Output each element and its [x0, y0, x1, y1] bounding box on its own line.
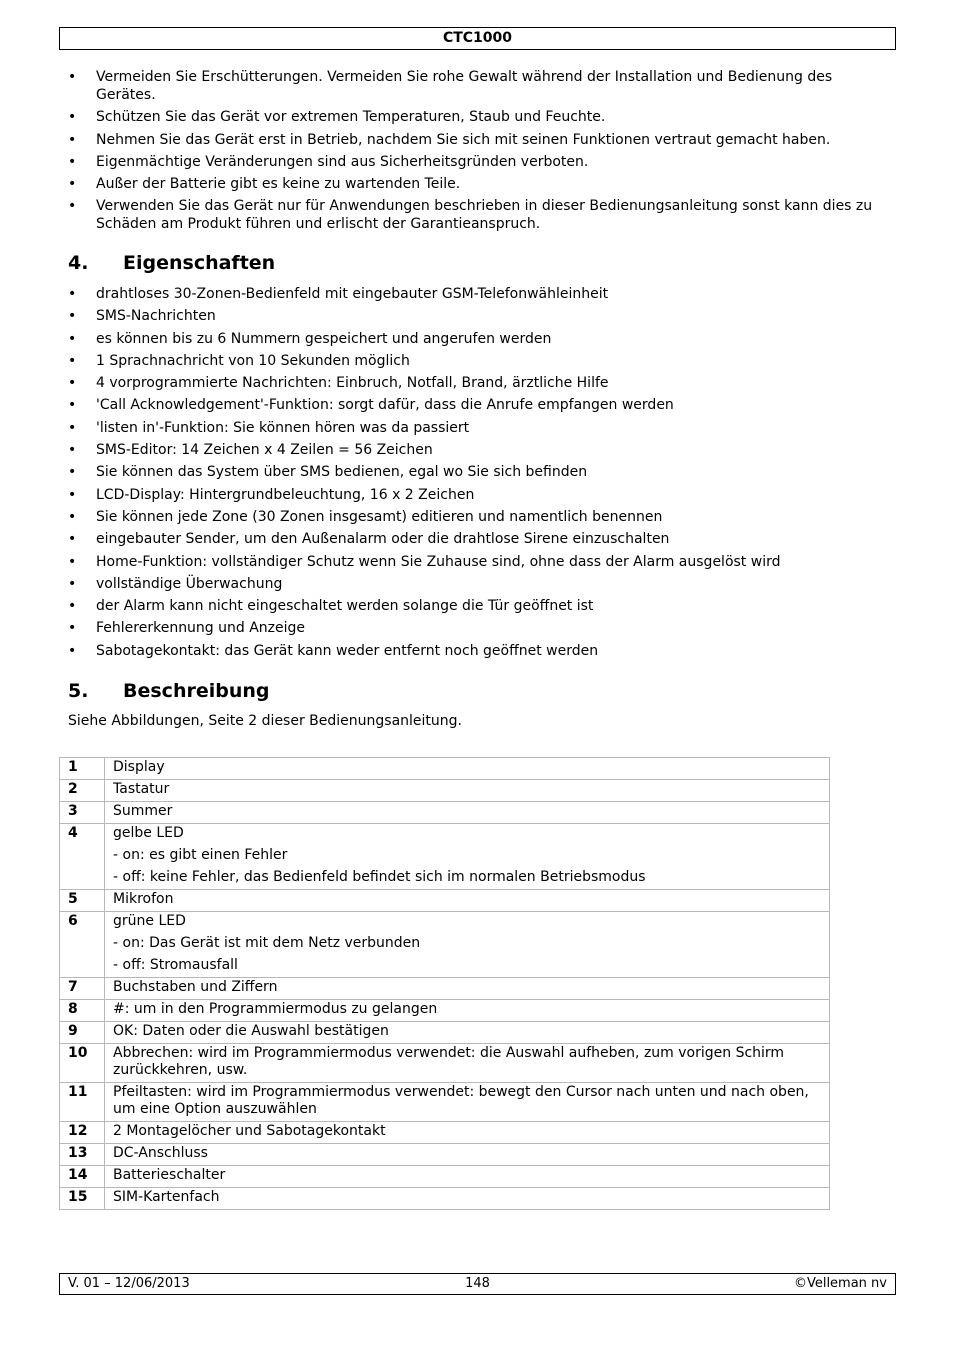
bullet-icon: •	[68, 286, 77, 302]
list-item	[68, 68, 888, 104]
part-description	[105, 890, 830, 912]
list-item	[68, 396, 888, 414]
table-row	[60, 1022, 830, 1044]
bullet-icon: •	[68, 375, 77, 392]
part-description	[105, 1188, 830, 1210]
list-item-text: LCD-Display: Hintergrundbeleuchtung, 16 x 2 Zeichen	[96, 486, 475, 503]
bullet-icon: •	[68, 419, 77, 436]
part-number: 5	[60, 890, 105, 912]
list-item-text: Vermeiden Sie Erschütterungen. Vermeiden Sie rohe Gewalt während der Installation und Bedienung des Gerätes.	[96, 69, 833, 103]
part-description	[105, 1022, 830, 1044]
list-item-text: Fehlererkennung und Anzeige	[96, 620, 306, 637]
list-item-text: Nehmen Sie das Gerät erst in Betrieb, nachdem Sie sich mit seinen Funktionen vertraut gemacht haben.	[96, 131, 831, 148]
footer-version: V. 01 – 12/06/2013	[68, 1276, 190, 1291]
list-item	[68, 619, 888, 637]
table-row	[60, 1166, 830, 1188]
part-description	[105, 912, 830, 978]
table-row	[60, 1083, 830, 1122]
part-description-line: SIM-Kartenfach	[113, 1189, 220, 1205]
list-item	[68, 153, 888, 171]
part-description-line: OK: Daten oder die Auswahl bestätigen	[113, 1023, 389, 1039]
part-description	[105, 1144, 830, 1166]
bullet-icon: •	[68, 642, 77, 659]
list-item-text: SMS-Nachrichten	[96, 308, 216, 325]
part-description	[105, 1044, 830, 1083]
table-row	[60, 1000, 830, 1022]
bullet-icon: •	[68, 131, 77, 148]
list-item	[68, 307, 888, 325]
part-description-line: #: um in den Programmiermodus zu gelangen	[113, 1001, 438, 1017]
list-item-text: Home-Funktion: vollständiger Schutz wenn Sie Zuhause sind, ohne dass der Alarm ausgelöst wird	[96, 553, 781, 570]
bullet-icon: •	[68, 330, 77, 347]
part-number: 9	[60, 1022, 105, 1044]
section-heading-features	[68, 252, 275, 274]
part-description-line: - on: es gibt einen Fehler	[113, 847, 288, 863]
list-item	[68, 597, 888, 615]
part-number: 2	[60, 780, 105, 802]
list-item-text: 'Call Acknowledgement'-Funktion: sorgt dafür, dass die Anrufe empfangen werden	[96, 397, 674, 414]
list-item-text: es können bis zu 6 Nummern gespeichert und angerufen werden	[96, 330, 552, 347]
list-item-text: SMS-Editor: 14 Zeichen x 4 Zeilen = 56 Zeichen	[96, 442, 433, 459]
list-item-text: Sie können jede Zone (30 Zonen insgesamt) editieren und namentlich benennen	[96, 508, 663, 525]
bullet-icon: •	[68, 352, 77, 369]
part-description	[105, 780, 830, 802]
list-item-text: 1 Sprachnachricht von 10 Sekunden möglich	[96, 352, 410, 369]
section-number: 5.	[68, 680, 89, 702]
table-row	[60, 1188, 830, 1210]
list-item	[68, 374, 888, 392]
list-item	[68, 441, 888, 459]
part-number: 12	[60, 1122, 105, 1144]
part-description	[105, 1000, 830, 1022]
section-heading-description	[68, 680, 270, 702]
part-description	[105, 1122, 830, 1144]
part-description	[105, 824, 830, 890]
part-number: 4	[60, 824, 105, 890]
footer-copyright: ©Velleman nv	[793, 1276, 887, 1291]
table-row	[60, 802, 830, 824]
table-row	[60, 1144, 830, 1166]
part-description-line: - off: Stromausfall	[113, 957, 238, 973]
part-description-line: grüne LED	[113, 913, 186, 929]
list-item	[68, 352, 888, 370]
features-list	[68, 285, 888, 664]
part-description	[105, 978, 830, 1000]
part-number: 11	[60, 1083, 105, 1122]
table-row	[60, 978, 830, 1000]
part-description-line: Tastatur	[113, 781, 170, 797]
bullet-icon: •	[68, 598, 77, 615]
part-description-line: Buchstaben und Ziffern	[113, 979, 278, 995]
part-description-line: Batterieschalter	[113, 1167, 226, 1183]
part-description-line: - off: keine Fehler, das Bedienfeld befindet sich im normalen Betriebsmodus	[113, 869, 646, 885]
part-description-line: Abbrechen: wird im Programmiermodus verwendet: die Auswahl aufheben, zum vorigen Schirm zurückkehren, usw.	[113, 1045, 785, 1078]
part-number: 15	[60, 1188, 105, 1210]
list-item-text: Eigenmächtige Veränderungen sind aus Sicherheitsgründen verboten.	[96, 153, 589, 170]
bullet-icon: •	[68, 442, 77, 459]
part-description-line: 2 Montagelöcher und Sabotagekontakt	[113, 1123, 386, 1139]
page-footer	[59, 1273, 896, 1295]
list-item	[68, 575, 888, 593]
part-description-line: DC-Anschluss	[113, 1145, 208, 1161]
list-item	[68, 330, 888, 348]
part-description	[105, 758, 830, 780]
bullet-icon: •	[68, 575, 77, 592]
part-number: 13	[60, 1144, 105, 1166]
list-item	[68, 285, 888, 303]
list-item-text: der Alarm kann nicht eingeschaltet werden solange die Tür geöffnet ist	[96, 598, 594, 615]
table-row	[60, 780, 830, 802]
list-item-text: eingebauter Sender, um den Außenalarm oder die drahtlose Sirene einzuschalten	[96, 531, 670, 548]
table-row	[60, 1122, 830, 1144]
bullet-icon: •	[68, 397, 77, 414]
footer-page-number: 148	[465, 1276, 490, 1291]
bullet-icon: •	[68, 553, 77, 570]
part-description-line: Pfeiltasten: wird im Programmiermodus verwendet: bewegt den Cursor nach unten und nach oben, um eine Option auszuwählen	[113, 1084, 809, 1117]
section-title: Eigenschaften	[123, 252, 276, 274]
bullet-icon: •	[68, 198, 77, 215]
list-item-text: vollständige Überwachung	[96, 575, 283, 592]
list-item-text: Verwenden Sie das Gerät nur für Anwendungen beschrieben in dieser Bedienungsanleitung sonst kann dies zu Schäden am Produkt führen und erlischt der Garantieanspruch.	[96, 198, 873, 233]
bullet-icon: •	[68, 464, 77, 481]
part-description	[105, 1166, 830, 1188]
list-item	[68, 197, 888, 233]
bullet-icon: •	[68, 620, 77, 637]
bullet-icon: •	[68, 69, 77, 85]
part-number: 10	[60, 1044, 105, 1083]
list-item-text: drahtloses 30-Zonen-Bedienfeld mit eingebauter GSM-Telefonwähleinheit	[96, 286, 609, 302]
list-item-text: Sabotagekontakt: das Gerät kann weder entfernt noch geöffnet werden	[96, 642, 599, 659]
list-item	[68, 175, 888, 193]
page-header	[59, 27, 896, 50]
part-description-line: Mikrofon	[113, 891, 174, 907]
list-item	[68, 530, 888, 548]
list-item	[68, 486, 888, 504]
list-item	[68, 131, 888, 149]
part-description-line: Display	[113, 759, 165, 775]
list-item	[68, 108, 888, 126]
part-description-line: gelbe LED	[113, 825, 184, 841]
table-row	[60, 824, 830, 890]
bullet-icon: •	[68, 153, 77, 170]
list-item	[68, 419, 888, 437]
list-item-text: 'listen in'-Funktion: Sie können hören was da passiert	[96, 419, 470, 436]
part-number: 1	[60, 758, 105, 780]
document-title: CTC1000	[442, 30, 513, 46]
list-item-text: 4 vorprogrammierte Nachrichten: Einbruch, Notfall, Brand, ärztliche Hilfe	[96, 375, 609, 392]
description-intro: Siehe Abbildungen, Seite 2 dieser Bedienungsanleitung.	[68, 713, 462, 729]
part-description	[105, 802, 830, 824]
list-item	[68, 463, 888, 481]
bullet-icon: •	[68, 531, 77, 548]
table-row	[60, 912, 830, 978]
section-title: Beschreibung	[123, 680, 270, 702]
bullet-icon: •	[68, 486, 77, 503]
part-description	[105, 1083, 830, 1122]
list-item	[68, 642, 888, 660]
table-row	[60, 890, 830, 912]
part-number: 8	[60, 1000, 105, 1022]
part-number: 14	[60, 1166, 105, 1188]
part-description-line: - on: Das Gerät ist mit dem Netz verbunden	[113, 935, 421, 951]
list-item-text: Schützen Sie das Gerät vor extremen Temperaturen, Staub und Feuchte.	[96, 109, 606, 126]
safety-list	[68, 68, 888, 238]
part-number: 6	[60, 912, 105, 978]
part-number: 7	[60, 978, 105, 1000]
bullet-icon: •	[68, 176, 77, 193]
part-description-line: Summer	[113, 803, 173, 819]
bullet-icon: •	[68, 109, 77, 126]
part-number: 3	[60, 802, 105, 824]
list-item	[68, 553, 888, 571]
bullet-icon: •	[68, 508, 77, 525]
list-item-text: Sie können das System über SMS bedienen, egal wo Sie sich befinden	[96, 464, 588, 481]
bullet-icon: •	[68, 308, 77, 325]
table-row	[60, 758, 830, 780]
parts-table	[59, 757, 830, 1210]
list-item-text: Außer der Batterie gibt es keine zu wartenden Teile.	[96, 176, 461, 193]
list-item	[68, 508, 888, 526]
section-number: 4.	[68, 252, 89, 274]
table-row	[60, 1044, 830, 1083]
